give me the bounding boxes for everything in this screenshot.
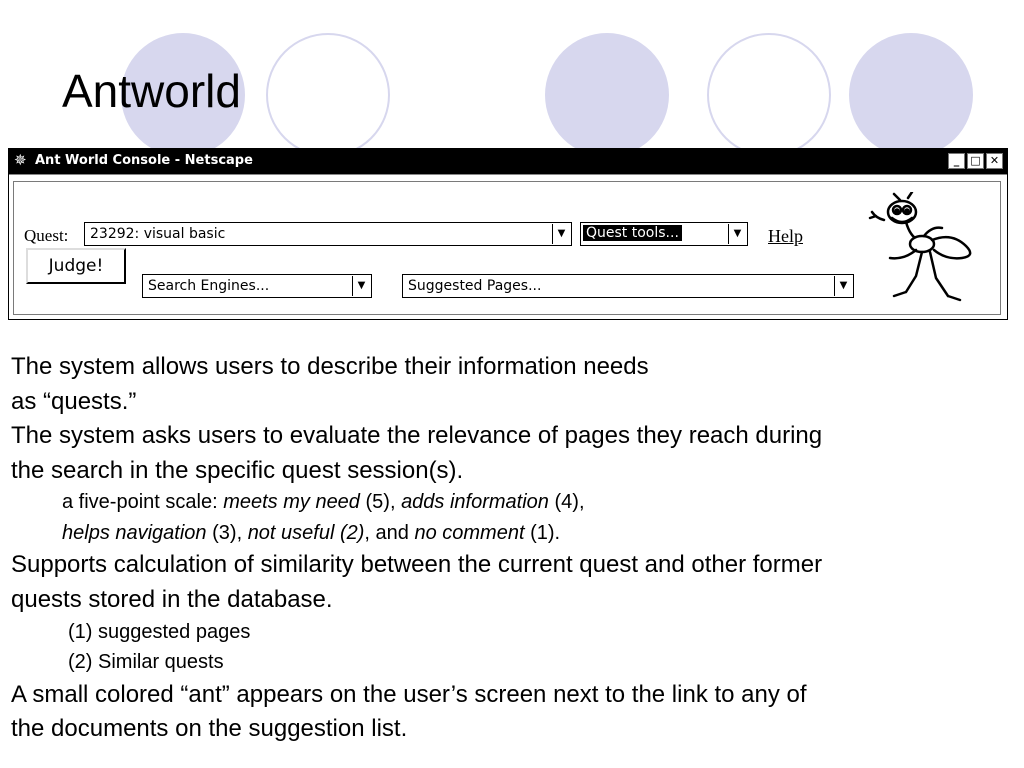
console-frame — [13, 181, 1001, 315]
minimize-button[interactable]: _ — [948, 153, 965, 169]
bullet-1-line-2: as “quests.” — [11, 388, 137, 415]
sub-item-similar-quests: (2) Similar quests — [68, 651, 224, 673]
scale-score-5: (5), — [359, 491, 402, 513]
decor-circle-4 — [707, 33, 831, 157]
suggested-pages-value: Suggested Pages... — [408, 278, 542, 294]
scale-prefix: a five-point scale: — [62, 491, 224, 513]
bullet-3-line-2: quests stored in the database. — [11, 586, 333, 613]
judge-button[interactable]: Judge! — [26, 248, 126, 284]
quest-select-value: 23292: visual basic — [90, 226, 226, 242]
quest-tools-value: Quest tools... — [583, 225, 682, 241]
sub-item-suggested-pages: (1) suggested pages — [68, 621, 251, 643]
scale-helps-navigation: helps navigation — [62, 522, 207, 544]
quest-select[interactable] — [84, 222, 572, 246]
scale-not-useful: not useful (2) — [247, 522, 365, 544]
bullet-2-line-1: The system asks users to evaluate the relevance of pages they reach during — [11, 422, 823, 449]
decor-circle-3 — [545, 33, 669, 157]
scale-line-1 — [62, 489, 585, 515]
maximize-button[interactable]: □ — [967, 153, 984, 169]
bullet-2-line-2: the search in the specific quest session(s). — [11, 457, 464, 484]
scale-score-1: (1). — [524, 522, 561, 544]
chevron-down-icon[interactable]: ▼ — [834, 276, 852, 296]
window-title: Ant World Console - Netscape — [35, 153, 253, 168]
scale-adds-information: adds information — [401, 491, 549, 513]
decor-circle-2 — [266, 33, 390, 157]
quest-label: Quest: — [24, 226, 69, 245]
scale-score-4: (4), — [548, 491, 585, 513]
help-link[interactable]: Help — [768, 226, 803, 246]
netscape-icon[interactable]: ✵ — [14, 151, 27, 169]
ant-world-console-window — [8, 148, 1008, 320]
search-engines-value: Search Engines... — [148, 278, 270, 294]
slide-title: Antworld — [62, 65, 241, 117]
bullet-4-line-2: the documents on the suggestion list. — [11, 715, 408, 742]
chevron-down-icon[interactable]: ▼ — [728, 224, 746, 244]
decor-circle-5 — [849, 33, 973, 157]
chevron-down-icon[interactable]: ▼ — [552, 224, 570, 244]
search-engines-select[interactable] — [142, 274, 372, 298]
quest-tools-select[interactable] — [580, 222, 748, 246]
bullet-1-line-1: The system allows users to describe their information needs — [11, 353, 649, 380]
scale-meets-my-need: meets my need — [223, 491, 360, 513]
scale-and: , and — [364, 522, 415, 544]
scale-no-comment: no comment — [414, 522, 525, 544]
chevron-down-icon[interactable]: ▼ — [352, 276, 370, 296]
suggested-pages-select[interactable] — [402, 274, 854, 298]
ant-cartoon-icon — [866, 192, 986, 308]
close-button[interactable]: ✕ — [986, 153, 1003, 169]
window-titlebar[interactable] — [9, 149, 1007, 174]
bullet-4-line-1: A small colored “ant” appears on the user’s screen next to the link to any of — [11, 681, 807, 708]
window-client-area — [9, 174, 1007, 319]
bullet-3-line-1: Supports calculation of similarity between the current quest and other former — [11, 551, 823, 578]
scale-line-2 — [62, 520, 560, 546]
scale-score-3: (3), — [206, 522, 248, 544]
